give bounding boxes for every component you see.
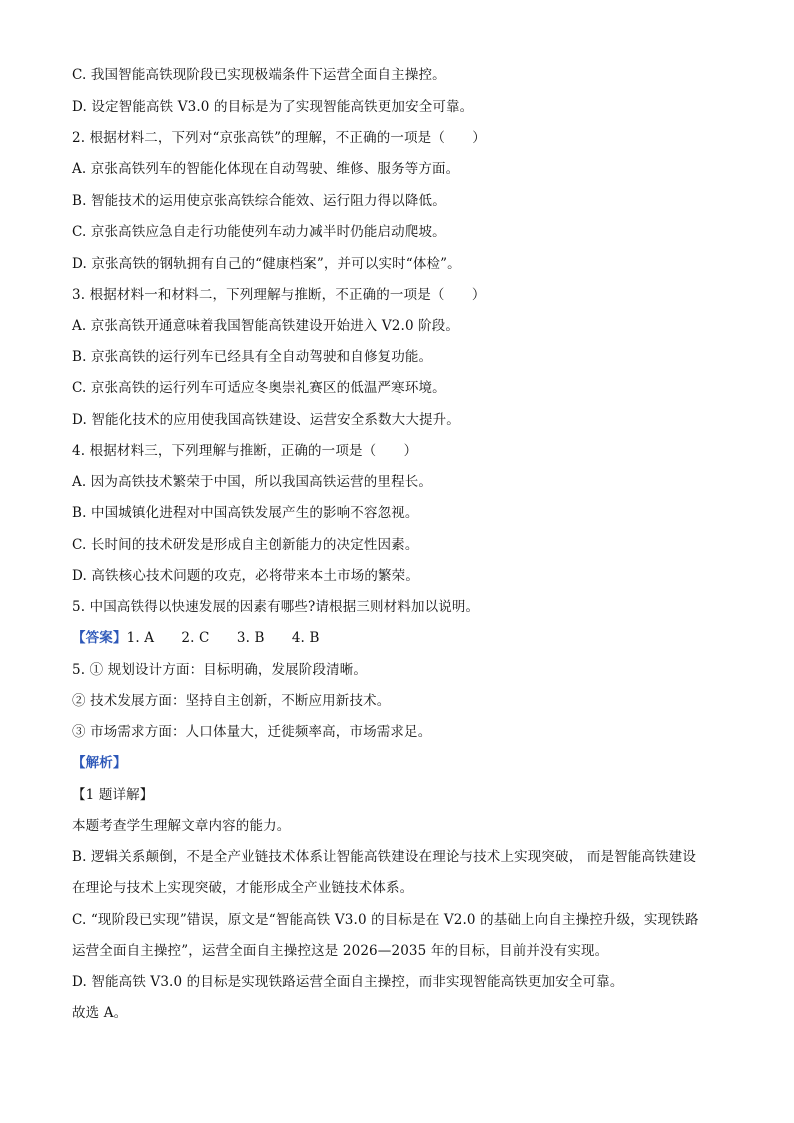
option-line: D. 京张高铁的钢轨拥有自己的“健康档案”，并可以实时“体检”。 [72,256,461,272]
question-line: 3. 根据材料一和材料二，下列理解与推断，不正确的一项是（ ） [72,287,486,303]
option-line: C. 京张高铁应急自走行功能使列车动力减半时仍能启动爬坡。 [72,224,446,240]
question-line: 2. 根据材料二，下列对“京张高铁”的理解，不正确的一项是（ ） [72,130,486,146]
option-line: B. 京张高铁的运行列车已经具有全自动驾驶和自修复功能。 [72,349,433,365]
answer-point: ② 技术发展方面：坚持自主创新，不断应用新技术。 [72,693,391,709]
option-line: C. 京张高铁的运行列车可适应冬奥崇礼赛区的低温严寒环境。 [72,380,446,396]
answer-text: 1. A 2. C 3. B 4. B [126,630,320,646]
option-line: A. 因为高铁技术繁荣于中国，所以我国高铁运营的里程长。 [72,474,433,490]
option-line: C. 我国智能高铁现阶段已实现极端条件下运营全面自主操控。 [72,67,446,83]
option-line: D. 高铁核心技术问题的攻克，必将带来本土市场的繁荣。 [72,568,419,584]
detail-line: 在理论与技术上实现突破，才能形成全产业链技术体系。 [72,880,414,896]
detail-line: 本题考查学生理解文章内容的能力。 [72,818,291,834]
option-line: B. 中国城镇化进程对中国高铁发展产生的影响不容忽视。 [72,505,419,521]
question-line: 4. 根据材料三，下列理解与推断，正确的一项是（ ） [72,443,418,459]
option-line: A. 京张高铁开通意味着我国智能高铁建设开始进入 V2.0 阶段。 [72,318,460,334]
detail-line: 运营全面自主操控”，运营全面自主操控这是 2026—2035 年的目标，目前并没有实现。 [72,943,609,959]
answer-point: 5. ① 规划设计方面：目标明确，发展阶段清晰。 [72,662,368,678]
detail-line: B. 逻辑关系颠倒，不是全产业链技术体系让智能高铁建设在理论与技术上实现突破， 而是智能高铁建设 [72,849,696,865]
detail-line: C. “现阶段已实现”错误，原文是“智能高铁 V3.0 的目标是在 V2.0 的基础上向自主操控升级，实现铁路 [72,912,699,928]
option-line: D. 设定智能高铁 V3.0 的目标是为了实现智能高铁更加安全可靠。 [72,99,474,115]
detail-line: D. 智能高铁 V3.0 的目标是实现铁路运营全面自主操控，而非实现智能高铁更加安全可靠。 [72,974,624,990]
option-line: C. 长时间的技术研发是形成自主创新能力的决定性因素。 [72,537,419,553]
detail-line: 故选 A。 [72,1005,128,1021]
answer-tag: 【答案】 [72,630,127,646]
question-line: 5. 中国高铁得以快速发展的因素有哪些?请根据三则材料加以说明。 [72,599,480,615]
answer-point: ③ 市场需求方面：人口体量大，迁徙频率高，市场需求足。 [72,724,432,740]
option-line: B. 智能技术的运用使京张高铁综合能效、运行阻力得以降低。 [72,193,446,209]
analysis-tag: 【解析】 [72,755,127,771]
detail-heading: 【1 题详解】 [72,787,154,803]
option-line: D. 智能化技术的应用使我国高铁建设、运营安全系数大大提升。 [72,412,460,428]
option-line: A. 京张高铁列车的智能化体现在自动驾驶、维修、服务等方面。 [72,161,460,177]
answer-line [72,628,320,648]
